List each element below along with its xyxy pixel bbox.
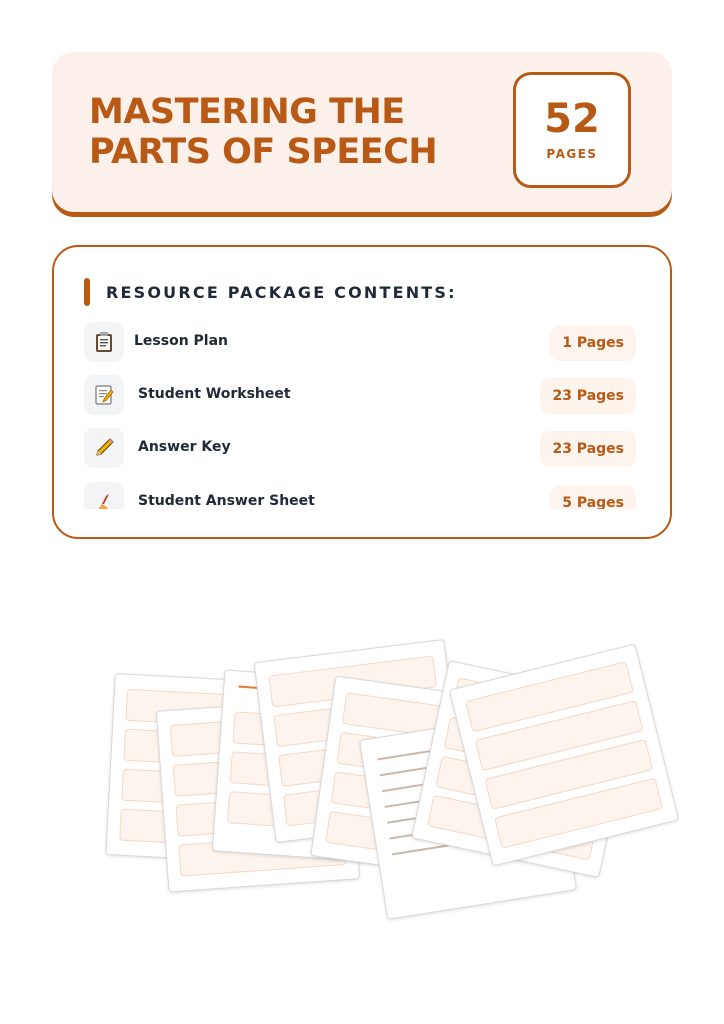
- writing-hand-icon: [84, 482, 124, 509]
- title-line-2: PARTS OF SPEECH: [89, 132, 438, 172]
- item-label: Student Worksheet: [138, 386, 291, 402]
- item-label: Student Answer Sheet: [138, 493, 315, 509]
- heading-accent-bar: [84, 278, 90, 306]
- pencil-icon: [84, 428, 124, 468]
- contents-card: [52, 245, 672, 539]
- page-count: 52: [544, 96, 600, 142]
- list-item: [84, 481, 636, 509]
- item-label: Lesson Plan: [134, 333, 229, 349]
- page-title: [89, 92, 437, 172]
- title-line-1: MASTERING THE: [89, 92, 405, 132]
- page-count-badge: [513, 72, 631, 188]
- item-page-count: 1 Pages: [550, 325, 636, 361]
- header-card: [52, 52, 672, 212]
- item-page-count: 23 Pages: [540, 431, 636, 467]
- item-label: Answer Key: [138, 439, 231, 455]
- contents-heading-text: RESOURCE PACKAGE CONTENTS:: [106, 282, 457, 302]
- clipboard-icon: [84, 322, 124, 362]
- contents-list: [84, 321, 636, 509]
- item-page-count: 23 Pages: [540, 378, 636, 414]
- worksheet-preview-stack: [90, 620, 650, 920]
- list-item: [84, 374, 636, 418]
- contents-heading: [84, 277, 457, 307]
- list-item: [84, 427, 636, 471]
- page-unit: PAGES: [546, 147, 598, 161]
- item-page-count: 5 Pages: [550, 485, 636, 509]
- memo-icon: [84, 375, 124, 415]
- list-item: [84, 321, 636, 365]
